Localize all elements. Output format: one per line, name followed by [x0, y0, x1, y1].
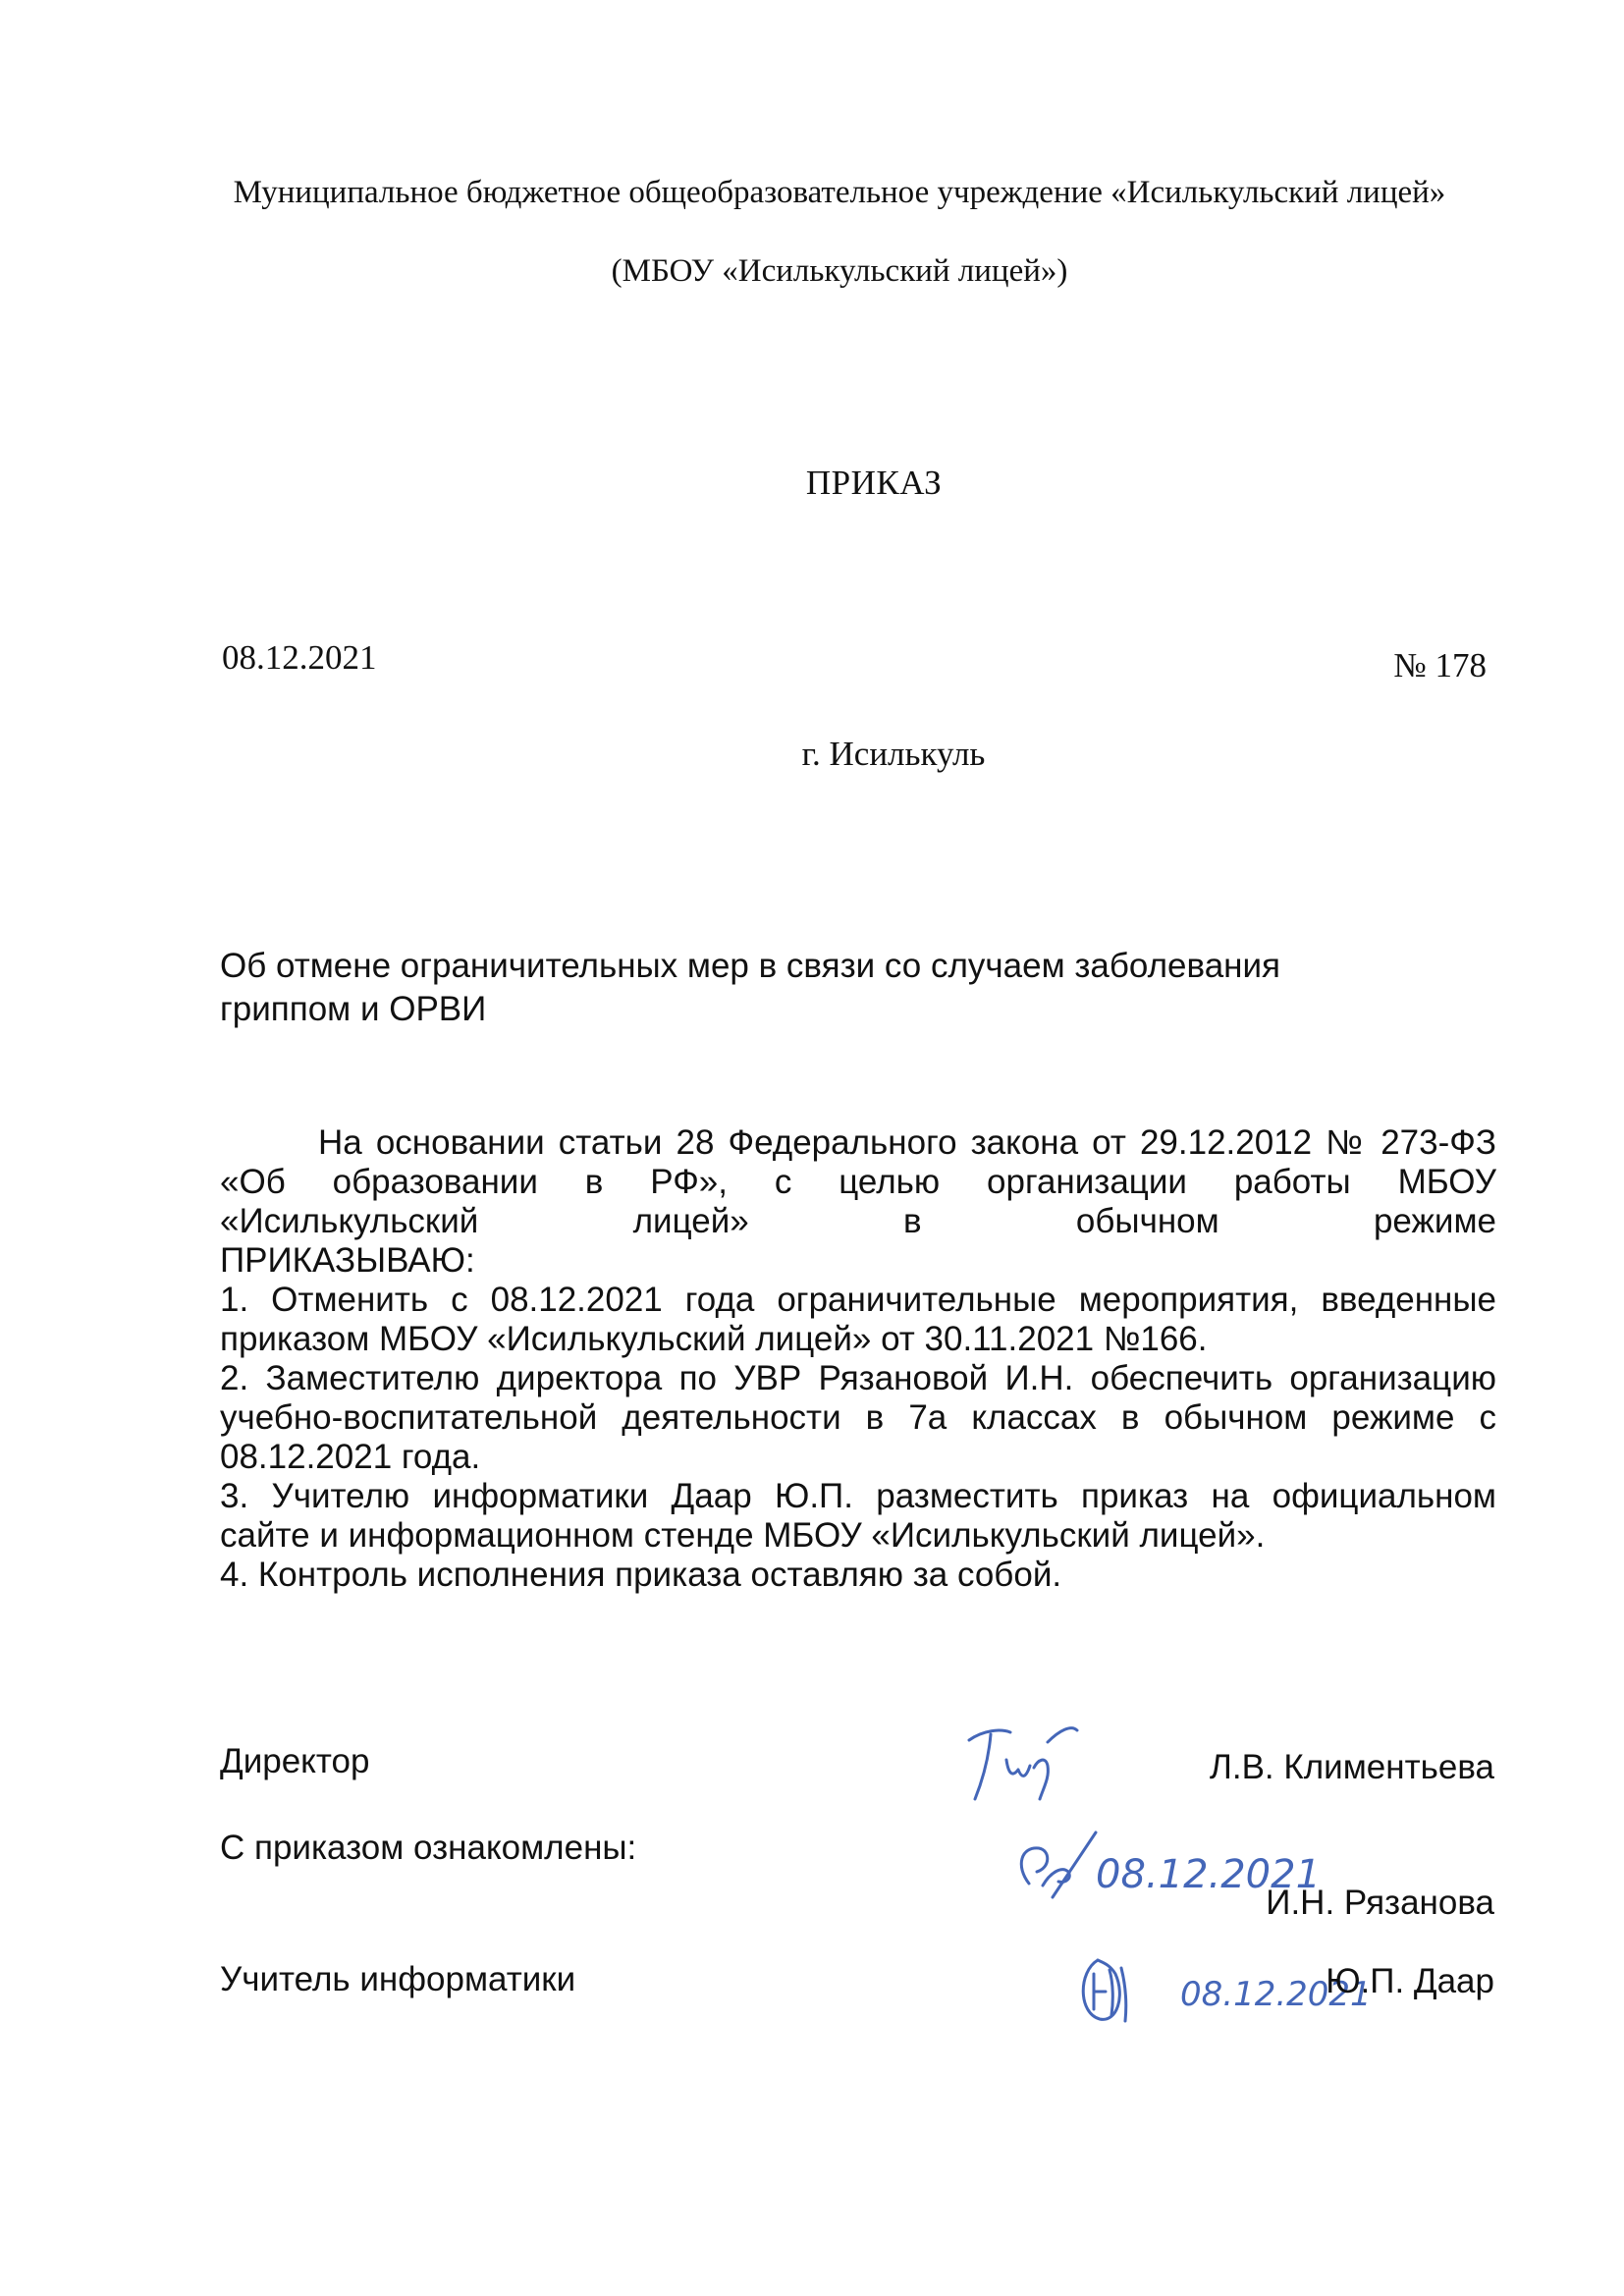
- order-item-2-cont: 08.12.2021 года.: [220, 1438, 481, 1476]
- order-subject: [220, 945, 1349, 1031]
- director-signature: [957, 1709, 1095, 1817]
- order-item-1-cont: приказом МБОУ «Исилькульский лицей» от 30.11.2021 №166.: [220, 1320, 1208, 1358]
- order-word: ПРИКАЗЫВАЮ:: [220, 1241, 475, 1280]
- director-label: Директор: [220, 1742, 370, 1780]
- order-city: г. Исилькуль: [801, 735, 986, 773]
- deputy-signature: [1001, 1827, 1322, 1915]
- order-body: [220, 1123, 1496, 1595]
- teacher-signature: [1070, 1944, 1372, 2033]
- preamble-line: «Исилькульский лицей» в обычном режиме: [220, 1202, 1496, 1240]
- deputy-name: И.Н. Рязанова: [1266, 1884, 1494, 1922]
- order-date: 08.12.2021: [222, 638, 377, 677]
- order-item-2-cont: учебно-воспитательной деятельности в 7а классах в обычном режиме с: [220, 1398, 1496, 1437]
- organization-short-name: (МБОУ «Исилькульский лицей»): [611, 253, 1068, 289]
- teacher-name: Ю.П. Даар: [1326, 1962, 1494, 2000]
- document-title: ПРИКАЗ: [805, 464, 943, 502]
- teacher-sign-date: 08.12.2021: [1180, 1975, 1372, 2014]
- preamble-line: «Об образовании в РФ», с целью организации работы МБОУ: [220, 1163, 1496, 1201]
- deputy-sign-date: 08.12.2021: [1096, 1852, 1322, 1897]
- order-item-1: 1. Отменить с 08.12.2021 года ограничительные мероприятия, введенные: [220, 1281, 1496, 1319]
- preamble-line: На основании статьи 28 Федерального закона от 29.12.2012 № 273-ФЗ: [318, 1123, 1496, 1162]
- order-item-3: 3. Учителю информатики Даар Ю.П. разместить приказ на официальном: [220, 1477, 1496, 1515]
- subject-line: гриппом и ОРВИ: [220, 990, 487, 1028]
- order-number: № 178: [1393, 646, 1487, 684]
- order-item-2: 2. Заместителю директора по УВР Рязановой И.Н. обеспечить организацию: [220, 1359, 1496, 1397]
- subject-line: Об отмене ограничительных мер в связи со случаем заболевания: [220, 947, 1281, 985]
- organization-name: Муниципальное бюджетное общеобразовательное учреждение «Исилькульский лицей»: [233, 175, 1446, 210]
- acknowledged-label: С приказом ознакомлены:: [220, 1829, 637, 1867]
- teacher-label: Учитель информатики: [220, 1960, 576, 1998]
- order-item-4: 4. Контроль исполнения приказа оставляю за собой.: [220, 1556, 1062, 1594]
- order-item-3-cont: сайте и информационном стенде МБОУ «Исилькульский лицей».: [220, 1516, 1266, 1555]
- director-name: Л.В. Климентьева: [1209, 1748, 1494, 1786]
